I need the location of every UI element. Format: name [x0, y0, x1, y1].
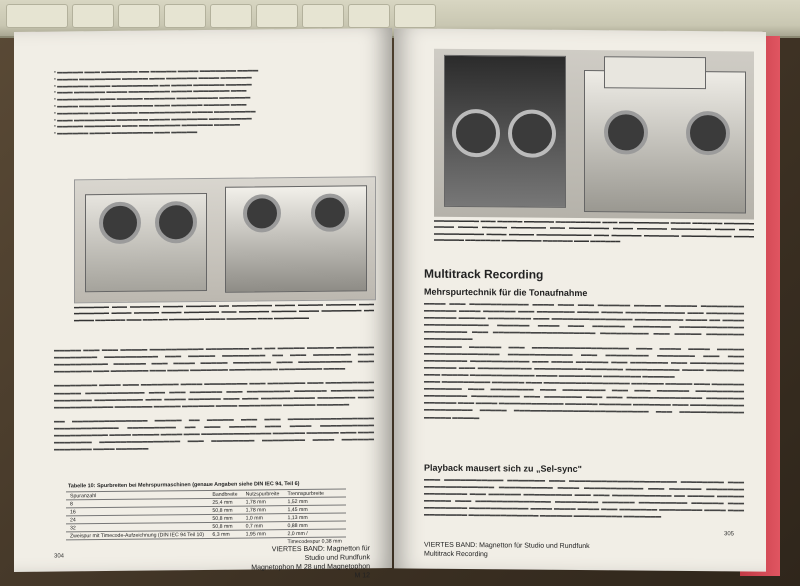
tape-machine-photo: [74, 176, 376, 303]
right-page: [394, 28, 766, 571]
table-cell: 50,8 mm: [208, 522, 241, 530]
photo-caption: ▬▬▬▬▬▬▬ ▬▬▬ ▬▬▬▬▬▬ ▬▬▬▬ ▬▬▬▬▬▬ ▬▬ ▬▬▬▬▬▬▬▬ ▬▬▬▬ ▬▬▬▬▬ ▬▬▬▬▬▬ ▬▬▬ ▬▬▬▬▬▬▬ ▬▬▬▬ ▬▬▬▬▬ ▬▬▬▬ ▬▬▬▬▬▬▬ ▬▬▬ ▬▬▬▬▬▬ ▬▬▬▬▬ ▬▬▬▬ ▬▬▬▬▬▬▬▬ ▬▬ ▬▬▬▬ ▬▬▬▬▬▬ ▬▬▬ ▬▬▬▬▬ ▬▬▬▬▬▬▬ ▬▬▬▬ ▬▬▬▬▬▬ ▬▬▬ ▬▬▬▬▬▬▬: [74, 302, 374, 324]
footer-line: Multitrack Recording: [424, 550, 488, 559]
table-cell: [208, 538, 241, 546]
page-number-right: 305: [724, 531, 735, 538]
table-cell: 0,88 mm: [283, 521, 346, 530]
table-header-cell: Nutzspurbreite: [242, 490, 284, 498]
table-cell: 1,13 mm: [283, 513, 346, 522]
body-text-2: ▬▬▬▬ ▬▬▬ ▬▬▬▬▬▬▬▬▬▬▬ ▬▬▬▬ ▬▬▬ ▬▬▬ ▬▬▬▬▬▬ ▬▬▬▬▬ ▬▬▬▬▬▬ ▬▬▬▬▬▬▬▬ ▬▬▬▬▬▬ ▬▬▬▬ ▬▬▬▬▬▬ ▬▬▬ ▬▬▬▬▬▬▬ ▬▬▬▬ ▬▬▬▬ ▬▬▬▬▬▬▬▬▬▬▬ ▬▬▬ ▬▬▬▬▬▬▬ ▬▬▬▬▬▬ ▬▬▬▬▬ ▬▬▬▬▬▬▬▬ ▬▬▬ ▬▬▬▬▬▬▬▬▬▬▬▬▬▬▬ ▬▬▬▬▬▬▬▬▬ ▬▬▬▬ ▬▬ ▬▬▬▬ ▬▬▬▬▬▬▬▬▬▬▬▬ ▬▬▬▬▬▬ ▬▬▬▬ ▬▬▬ ▬▬▬▬▬▬ ▬▬▬▬▬▬▬ ▬▬▬▬▬▬▬▬▬▬▬▬ ▬▬▬▬▬▬▬▬ ▬▬▬ ▬▬▬▬▬▬▬▬▬▬▬▬▬▬▬▬▬▬▬ ▬▬▬▬▬▬▬▬▬ ▬▬▬ ▬▬▬▬▬ ▬▬▬▬▬▬▬ ▬▬▬▬▬▬▬▬▬ ▬▬▬▬▬▬▬ ▬▬▬▬▬▬ ▬▬▬ ▬▬▬▬▬▬▬▬▬▬▬▬▬▬▬▬▬▬ ▬▬▬ ▬▬▬▬ ▬▬▬▬ ▬▬▬▬▬ ▬▬▬▬▬▬▬▬▬▬▬▬▬▬ ▬▬▬▬▬▬▬▬▬▬▬▬ ▬▬▬ ▬▬▬▬▬▬▬▬ ▬▬▬▬▬▬▬ ▬▬▬ ▬▬▬ ▬▬▬▬▬▬▬▬ ▬▬▬▬▬▬▬▬▬▬▬ ▬▬▬ ▬▬▬▬ ▬▬▬▬▬▬ ▬▬▬ ▬▬▬▬▬▬▬ ▬▬▬ ▬▬▬▬▬▬▬▬▬▬ ▬▬▬▬▬▬ ▬▬▬ ▬▬▬▬▬▬▬▬▬▬ ▬▬▬▬▬▬▬▬▬ ▬▬▬▬▬▬▬ ▬▬▬▬▬▬▬▬▬▬ ▬▬▬▬ ▬▬▬▬▬▬▬ ▬▬▬ ▬▬▬▬▬ ▬▬▬▬▬▬▬▬▬▬▬▬ ▬▬▬▬ ▬▬▬▬▬▬▬▬ ▬▬▬▬▬▬▬ ▬▬▬▬▬▬ ▬▬▬ ▬▬▬▬▬▬▬▬▬ ▬▬▬▬▬▬ ▬▬▬ ▬▬▬▬▬▬▬▬▬▬▬▬▬▬▬▬ ▬▬▬▬▬▬ ▬▬▬▬▬ ▬▬▬ ▬▬▬▬▬▬ ▬▬▬▬▬▬▬ ▬▬▬ ▬▬▬▬▬▬▬▬ ▬▬▬ ▬▬▬▬▬▬▬▬ ▬▬▬ ▬▬▬ ▬▬▬▬▬▬ ▬▬▬▬▬▬▬▬▬ ▬▬▬▬▬▬▬▬ ▬▬▬▬▬▬▬▬▬ ▬▬▬ ▬▬▬▬▬▬▬ ▬▬▬ ▬▬▬ ▬▬▬▬▬▬▬▬▬▬▬▬▬▬ ▬▬▬▬▬▬▬ ▬▬▬▬▬▬ ▬▬▬ ▬▬▬▬ ▬▬▬▬▬▬▬▬▬▬▬▬ ▬▬▬▬▬▬ ▬▬▬▬▬▬ ▬▬▬▬▬▬▬ ▬▬▬ ▬▬▬▬▬▬▬▬▬▬ ▬▬▬▬▬▬▬▬▬ ▬▬▬▬▬ ▬▬▬▬▬▬▬▬▬▬▬▬▬▬▬▬▬▬▬▬▬▬▬▬▬ ▬▬▬ ▬▬▬▬▬▬▬▬▬▬▬▬ ▬▬▬▬▬ ▬▬▬▬▬: [424, 300, 744, 421]
table-cell: 32: [66, 522, 208, 531]
table-cell: 1,95 mm: [242, 530, 284, 538]
page-footer-right: [424, 541, 590, 560]
body-text-1: ▬▬▬▬▬ ▬▬▬ ▬▬▬ ▬▬▬▬▬ ▬▬▬▬▬▬▬▬▬▬ ▬▬▬▬▬▬▬▬ ▬▬ ▬▬ ▬▬▬▬▬ ▬▬▬▬▬ ▬▬▬▬▬▬▬ ▬▬▬▬▬▬▬▬ ▬▬▬▬▬▬▬▬▬▬ ▬▬▬ ▬▬▬▬▬ ▬▬▬▬▬▬▬▬ ▬▬ ▬▬▬ ▬▬▬▬▬▬▬ ▬▬▬ ▬▬▬▬▬▬▬▬▬▬ ▬▬▬▬▬▬ ▬▬▬ ▬▬▬▬ ▬▬▬▬▬ ▬▬▬▬▬▬▬ ▬▬▬ ▬▬▬▬▬▬▬▬▬▬ ▬▬▬ ▬▬▬▬▬▬▬ ▬▬▬ ▬▬▬▬▬▬▬ ▬▬▬ ▬▬▬▬ ▬▬▬▬▬▬▬ ▬▬▬▬▬▬▬▬▬ ▬▬▬▬▬▬▬▬ ▬▬▬▬ ▬▬▬▬▬▬▬▬ ▬▬▬▬ ▬▬▬ ▬▬▬▬▬▬▬ ▬▬▬▬ ▬▬▬▬▬▬▬▬ ▬▬▬ ▬▬▬▬▬▬▬ ▬▬▬ ▬▬▬▬▬▬▬▬▬ ▬▬▬▬▬ ▬▬▬▬▬▬▬▬▬▬▬ ▬▬▬ ▬▬▬ ▬▬▬▬▬▬ ▬▬▬ ▬▬▬▬▬▬▬▬ ▬▬▬▬▬▬ ▬▬▬▬▬▬▬▬ ▬▬▬▬▬▬▬ ▬▬▬▬▬▬▬▬▬ ▬▬▬ ▬▬▬▬ ▬▬▬▬▬▬ ▬▬▬ ▬▬▬ ▬▬▬▬▬▬▬▬▬▬ ▬▬▬▬▬▬▬ ▬▬▬ ▬▬▬▬▬▬▬▬▬▬▬ ▬▬▬▬▬▬▬ ▬▬▬▬▬ ▬▬▬▬▬▬ ▬▬▬▬ ▬▬▬▬▬▬▬▬ ▬▬▬▬▬▬ ▬▬▬▬▬▬ ▬▬ ▬▬▬▬▬▬▬▬▬▬▬▬▬▬ ▬▬▬▬▬ ▬▬ ▬▬▬▬▬ ▬▬▬ ▬▬▬ ▬▬▬▬▬▬▬▬▬▬▬▬▬▬▬▬ ▬▬▬▬▬▬▬▬▬▬▬▬ ▬▬▬▬▬▬▬▬▬ ▬▬ ▬▬▬ ▬▬▬▬▬ ▬▬▬ ▬▬▬▬ ▬▬▬▬▬▬▬▬▬▬ ▬▬▬▬▬▬▬▬▬▬ ▬▬▬▬ ▬▬▬▬▬ ▬▬▬▬ ▬▬▬ ▬▬▬▬▬▬▬▬▬▬▬▬▬ ▬▬▬▬▬▬ ▬▬▬▬▬▬ ▬▬▬ ▬▬▬ ▬▬▬▬▬▬▬ ▬▬▬▬▬▬▬▬▬▬▬▬▬▬▬ ▬▬▬ ▬▬▬▬▬▬▬▬ ▬▬▬▬▬▬▬▬ ▬▬▬▬ ▬▬▬▬▬▬ ▬▬▬▬▬▬▬ ▬▬▬▬ ▬▬▬▬▬▬: [54, 344, 374, 453]
table-cell: 6,3 mm: [208, 530, 241, 538]
track-width-table: [66, 489, 346, 548]
table-header-cell: Bandbreite: [208, 490, 241, 498]
table-cell: 8: [66, 498, 208, 507]
table-cell: 1,78 mm: [242, 506, 284, 514]
table-cell: 1,78 mm: [242, 498, 284, 506]
table-cell: 0,7 mm: [242, 522, 284, 530]
table-cell: 50,8 mm: [208, 506, 241, 514]
photo-caption: ▬▬▬▬▬▬▬▬▬ ▬▬▬ ▬▬▬▬▬ ▬▬▬▬▬▬ ▬▬▬▬▬▬▬▬▬ ▬▬▬ ▬▬▬▬▬▬▬▬▬▬ ▬▬▬▬ ▬▬▬▬▬▬ ▬▬▬▬▬▬ ▬▬▬▬ ▬▬▬▬ ▬▬▬▬▬ ▬▬▬▬▬▬▬ ▬▬▬ ▬▬▬▬▬▬▬▬ ▬▬▬▬ ▬▬▬▬▬▬ ▬▬▬▬▬▬▬▬ ▬▬▬▬ ▬▬▬ ▬▬▬▬▬▬▬▬▬▬ ▬▬▬▬ ▬▬▬▬▬ ▬▬▬▬▬▬▬▬▬▬▬ ▬▬▬ ▬▬▬▬▬▬ ▬▬▬▬▬▬▬ ▬▬▬▬▬▬▬▬▬▬ ▬▬▬▬ ▬▬▬▬▬▬ ▬▬▬▬▬▬▬ ▬▬▬▬▬▬▬▬ ▬▬▬▬▬▬ ▬▬▬ ▬▬▬▬▬▬: [434, 218, 754, 245]
table-cell: 1,0 mm: [242, 514, 284, 522]
table-header-cell: Spuranzahl: [66, 490, 208, 499]
page-number-left: 304: [54, 553, 65, 560]
table-cell: Zweispur mit Timecode-Aufzeichnung (DIN IEC 94 Teil 10): [66, 530, 208, 539]
table-cell: 2,0 mm /: [283, 529, 346, 538]
open-book: [14, 30, 774, 582]
table-cell: Timecodespur 0,38 mm: [283, 537, 346, 545]
studio-machines-photo: [434, 49, 754, 220]
table-cell: 50,8 mm: [208, 514, 241, 522]
footer-line: VIERTES BAND: Magnetton für Studio und Rundfunk: [271, 545, 370, 562]
table-cell: [66, 538, 208, 547]
body-text-3: ▬▬▬ ▬▬▬▬▬▬▬▬▬▬▬ ▬▬▬▬▬▬▬ ▬▬▬ ▬▬▬▬▬▬▬▬▬▬▬▬▬▬▬▬▬▬▬▬ ▬▬▬▬▬▬▬▬ ▬▬▬ ▬▬▬▬▬▬▬▬▬▬▬▬▬ ▬▬▬▬▬▬▬▬▬▬ ▬▬▬▬ ▬▬▬▬▬▬▬▬▬▬▬ ▬▬▬ ▬▬▬▬▬▬ ▬▬▬▬▬▬▬ ▬▬▬▬▬▬▬▬ ▬▬▬ ▬▬▬▬▬▬ ▬▬▬▬▬▬▬▬▬ ▬▬▬ ▬▬▬ ▬▬▬▬▬▬▬▬▬▬▬ ▬▬ ▬▬▬▬▬ ▬▬▬▬▬ ▬▬▬▬▬ ▬▬▬ ▬▬▬▬▬▬▬▬▬▬▬▬▬▬ ▬▬▬▬▬▬▬▬ ▬▬▬▬▬▬ ▬▬▬▬▬▬▬▬▬ ▬▬▬▬▬▬ ▬▬▬ ▬▬▬▬▬▬▬▬ ▬▬▬▬▬▬▬▬▬▬▬ ▬▬▬▬ ▬▬▬▬ ▬▬▬▬ ▬▬▬ ▬▬▬▬▬▬▬ ▬▬▬▬▬▬▬▬ ▬▬▬▬ ▬▬▬ ▬▬▬▬▬▬▬▬ ▬▬▬▬▬▬▬▬▬▬▬▬▬ ▬▬▬▬▬▬ ▬▬▬▬▬▬▬▬▬ ▬▬▬▬▬▬▬: [424, 476, 744, 521]
bullet-list: ▪ ▬▬▬▬▬ ▬▬▬ ▬▬▬▬▬▬▬ ▬▬ ▬▬▬▬▬ ▬▬▬▬ ▬▬▬▬▬▬▬ ▬▬▬▬ ▪ ▬▬▬▬ ▬▬▬▬▬▬▬▬ ▬▬▬▬▬ ▬▬▬ ▬▬▬▬▬▬ ▬▬▬▬ ▬▬▬▬▬▬ ▪ ▬▬▬▬▬▬ ▬▬▬▬ ▬▬▬▬▬▬▬▬▬ ▬▬ ▬▬▬▬ ▬▬▬▬▬▬ ▬▬▬▬▬ ▪ ▬▬▬ ▬▬▬▬▬▬ ▬▬▬▬ ▬▬▬▬▬▬▬▬ ▬▬▬▬ ▬▬▬▬▬▬▬ ▬▬▬ ▪ ▬▬▬▬▬▬▬▬ ▬▬▬ ▬▬▬▬▬ ▬▬▬▬▬▬ ▬▬▬▬▬▬▬▬ ▬▬▬▬▬▬ ▪ ▬▬▬▬ ▬▬▬▬▬▬ ▬▬▬▬▬▬▬▬ ▬▬▬ ▬▬▬▬▬▬ ▬▬▬▬▬ ▬▬▬ ▪ ▬▬▬▬▬▬ ▬▬▬▬ ▬▬▬▬▬ ▬▬▬▬▬▬▬▬▬▬ ▬▬▬▬ ▬▬▬▬▬▬▬▬ ▪ ▬▬▬ ▬▬▬▬▬▬▬▬ ▬▬▬▬▬▬ ▬▬▬▬ ▬▬▬▬▬▬▬ ▬▬▬▬ ▬▬▬▬ ▪ ▬▬▬▬▬ ▬▬▬▬▬▬▬ ▬▬▬ ▬▬▬▬▬▬▬▬ ▬▬▬▬▬▬ ▬▬▬▬▬ ▪ ▬▬▬▬▬▬ ▬▬▬▬ ▬▬▬▬▬▬▬▬ ▬▬▬ ▬▬▬▬▬: [54, 67, 259, 137]
footer-line: VIERTES BAND: Magnetton für Studio und Rundfunk: [424, 541, 590, 551]
footer-line: Magnetophon M 28 und Magnetophon M 12: [251, 563, 370, 580]
subsection-title: Mehrspurtechnik für die Tonaufnahme: [424, 286, 588, 299]
subsection-title: Playback mausert sich zu „Sel-sync": [424, 462, 582, 475]
left-page: [14, 28, 392, 580]
table-cell: 1,52 mm: [283, 497, 346, 506]
table-header-cell: Trennspurbreite: [283, 489, 346, 498]
table-cell: 1,45 mm: [283, 505, 346, 514]
page-footer-left: [250, 544, 370, 581]
table-cell: 25,4 mm: [208, 498, 241, 506]
table-cell: 24: [66, 514, 208, 523]
table-cell: 16: [66, 506, 208, 515]
table-title: Tabelle 10: Spurbreiten bei Mehrspurmaschinen (genaue Angaben siehe DIN IEC 94, Teil 6): [68, 480, 300, 490]
section-title: Multitrack Recording: [424, 266, 544, 282]
